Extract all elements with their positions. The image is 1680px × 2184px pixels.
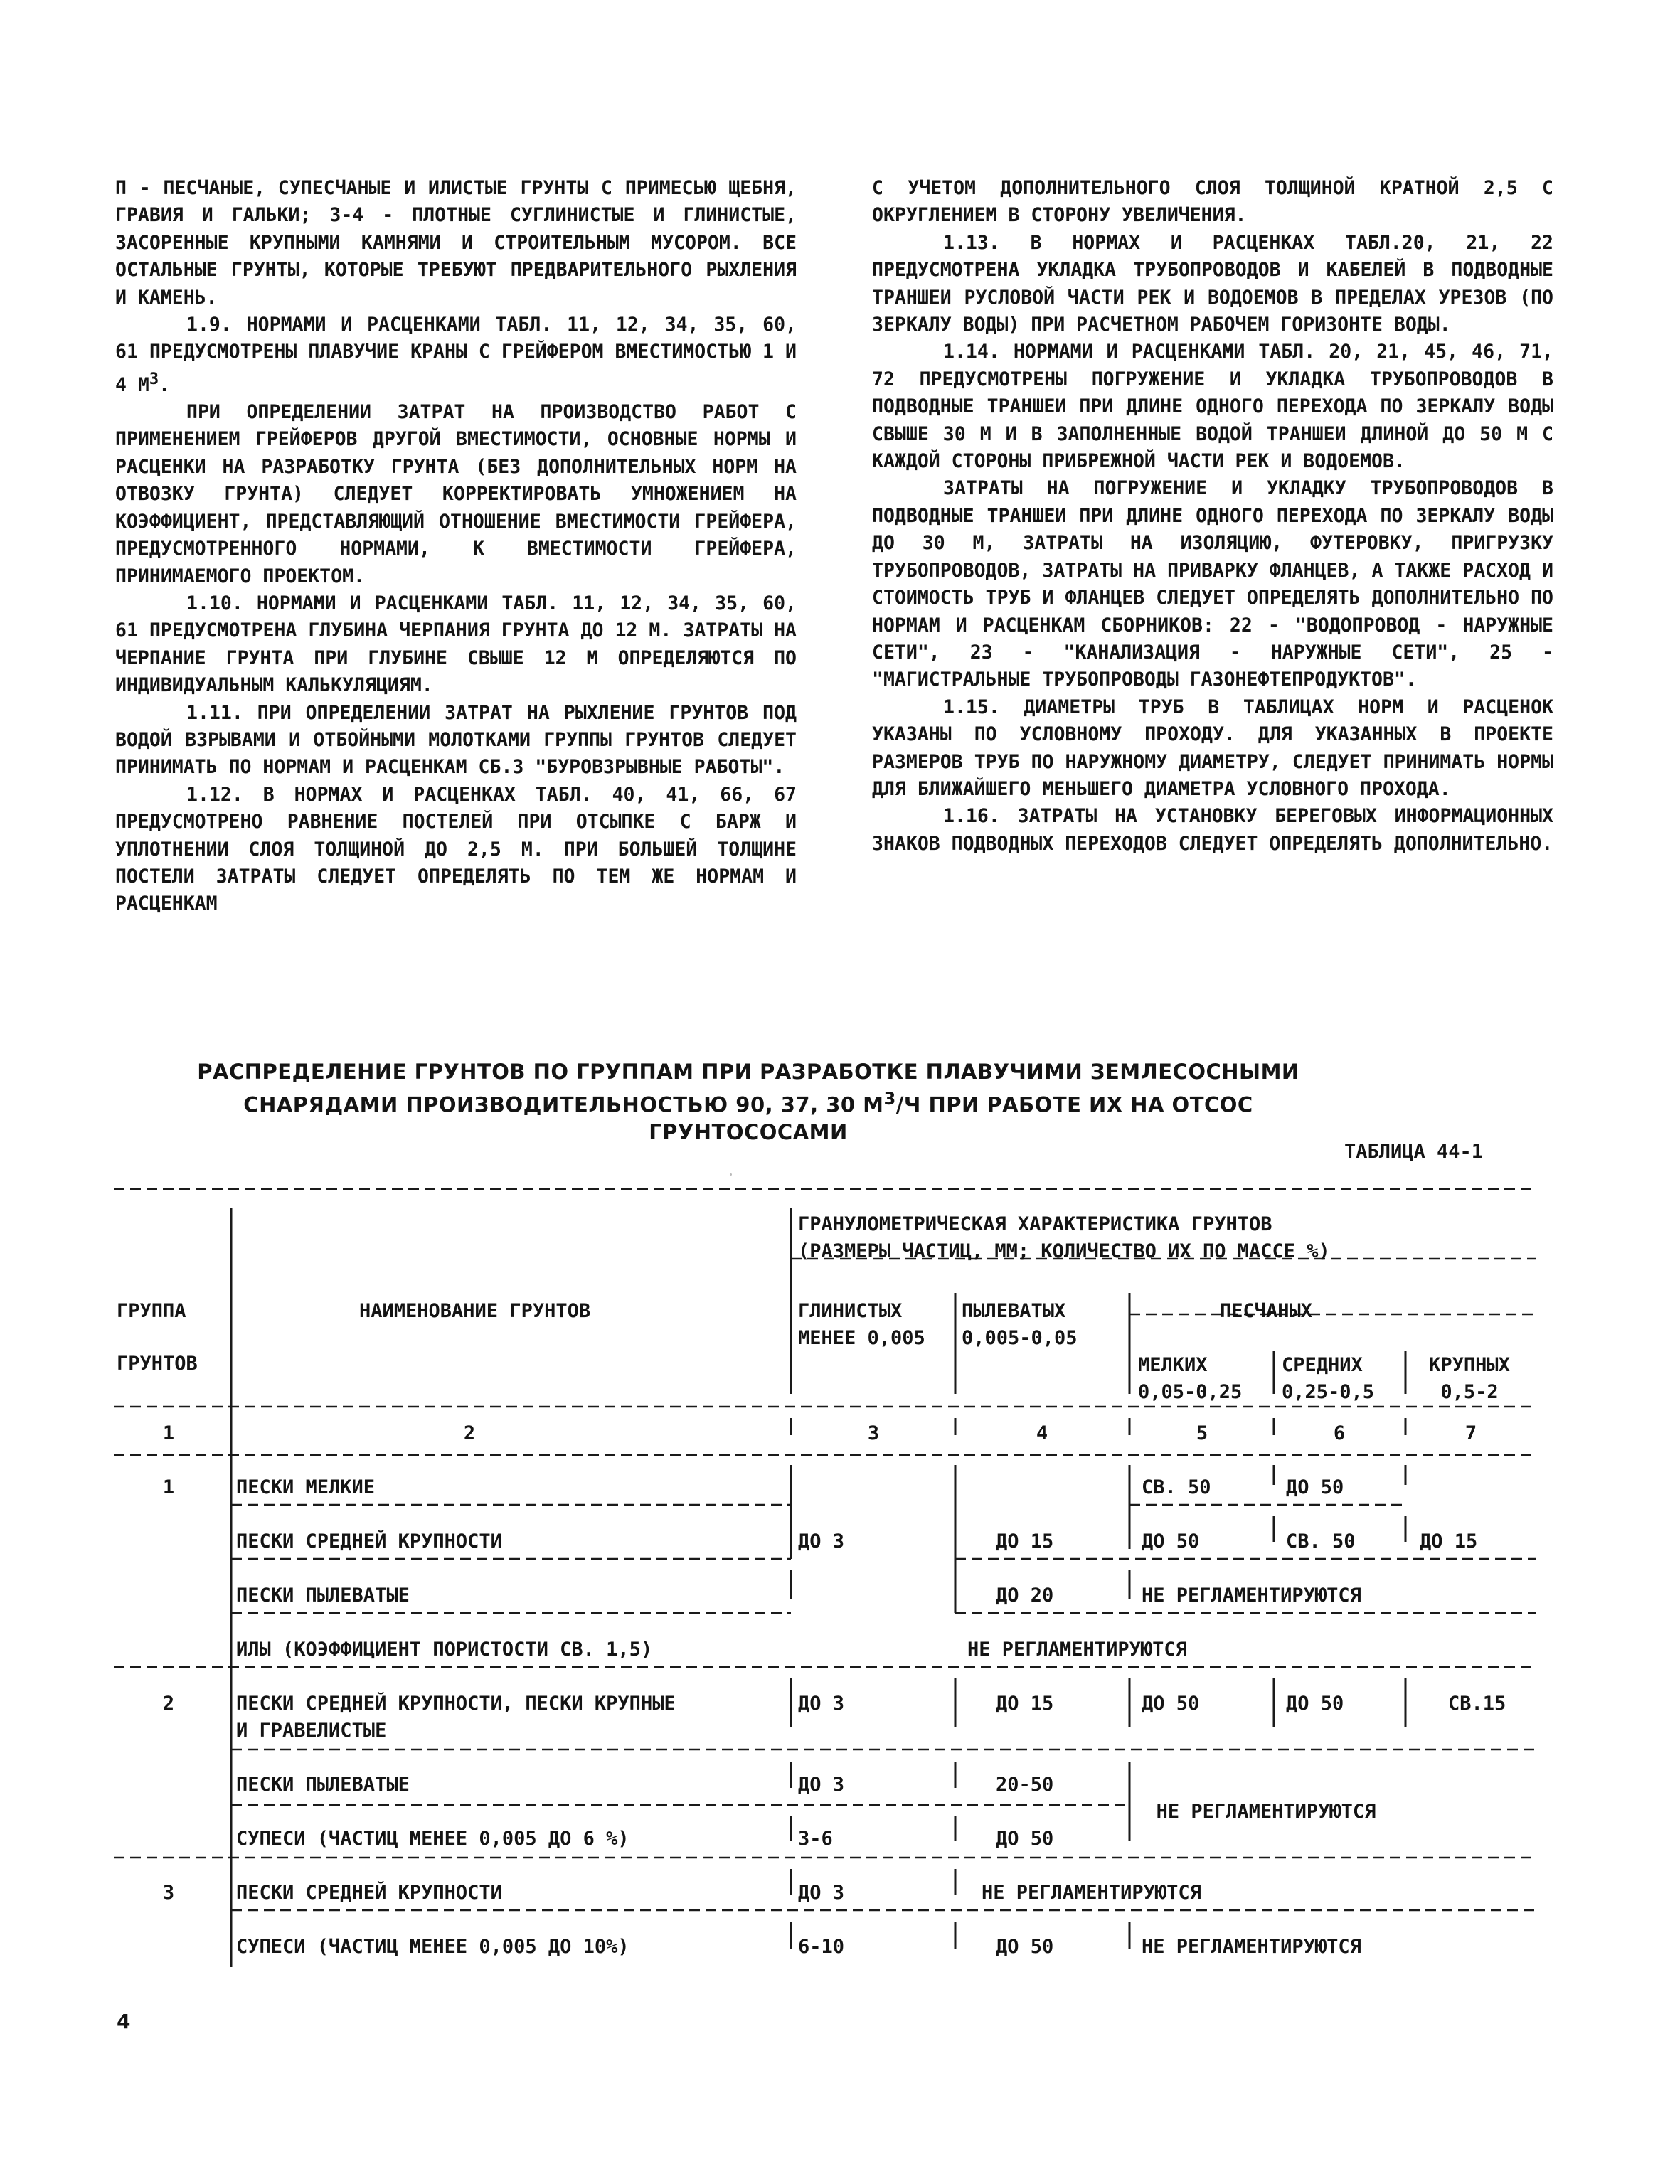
paragraph: ЗАТРАТЫ НА ПОГРУЖЕНИЕ И УКЛАДКУ ТРУБОПРОВОДОВ В ПОДВОДНЫЕ ТРАНШЕИ ПРИ ДЛИНЕ ОДНОГО ПЕРЕХОДА ПО ЗЕРКАЛУ ВОДЫ ДО 30 М, ЗАТРАТЫ НА ИЗОЛЯЦИЮ, ФУТЕРОВКУ, ПРИГРУЗКУ ТРУБОПРОВОДОВ, ЗАТРАТЫ НА ПРИВАРКУ ФЛАНЦЕВ, А ТАКЖЕ РАСХОД И СТОИМОСТЬ ТРУБ И ФЛАНЦЕВ СЛЕДУЕТ ОПРЕДЕЛЯТЬ ДОПОЛНИТЕЛЬНО ПО НОРМАМ И РАСЦЕНКАМ СБОРНИКОВ: 22 - "ВОДОПРОВОД - НАРУЖНЫЕ СЕТИ", 23 - "КАНАЛИЗАЦИЯ - НАРУЖНЫЕ СЕТИ", 25 - "МАГИСТРАЛЬНЫЕ ТРУБОПРОВОДЫ ГАЗОНЕФТЕПРОДУКТОВ". [872,477,1553,691]
cell-value: НЕ РЕГЛАМЕНТИРУЮТСЯ [967,1639,1187,1661]
right-column [872,175,1553,858]
cell-value: ДО 15 [996,1693,1054,1715]
cell-value: ДО 50 [1142,1530,1200,1552]
cell-value: ДО 50 [996,1936,1054,1958]
clause-number: 1.11. [186,701,243,724]
cell-value: ДО 50 [1286,1693,1344,1715]
column-number: 3 [867,1422,880,1444]
paragraph: П - ПЕСЧАНЫЕ, СУПЕСЧАНЫЕ И ИЛИСТЫЕ ГРУНТЫ С ПРИМЕСЬЮ ЩЕБНЯ, ГРАВИЯ И ГАЛЬКИ; 3-4 - ПЛОТНЫЕ СУГЛИНИСТЫЕ И ГЛИНИСТЫЕ, ЗАСОРЕННЫЕ КРУПНЫМИ КАМНЯМИ И СТРОИТЕЛЬНЫМ МУСОРОМ. ВСЕ ОСТАЛЬНЫЕ ГРУНТЫ, КОТОРЫЕ ТРЕБУЮТ ПРЕДВАРИТЕЛЬНОГО РЫХЛЕНИЯ И КАМЕНЬ. [115,177,797,309]
header-sandy: ПЕСЧАНЫХ [1219,1300,1313,1322]
clause-number: 1.10. [186,592,243,614]
cell-value: ДО 15 [996,1530,1054,1552]
group-number: 2 [162,1693,175,1715]
column-number: 2 [463,1422,476,1444]
clause-number: 1.13. [943,231,1000,254]
title-line: РАСПРЕДЕЛЕНИЕ ГРУНТОВ ПО ГРУППАМ ПРИ РАЗРАБОТКЕ ПЛАВУЧИМИ ЗЕМЛЕСОСНЫМИ [197,1060,1299,1084]
table-label: ТАБЛИЦА 44-1 [1344,1141,1484,1163]
paragraph [115,782,797,918]
superscript: 3 [883,1089,896,1109]
header-medium: СРЕДНИХ [1282,1354,1363,1376]
paragraph-text: НОРМАМИ И РАСЦЕНКАМИ ТАБЛ. 11, 12, 34, 35, 60, 61 ПРЕДУСМОТРЕНЫ ПЛАВУЧИЕ КРАНЫ С ГРЕЙФЕРОМ ВМЕСТИМОСТЬЮ 1 И 4 М [115,314,797,396]
cell-value: ДО 50 [1286,1476,1344,1498]
soil-groups-table [114,1186,1579,1983]
cell-value: 6-10 [798,1936,845,1958]
cell-value: НЕ РЕГЛАМЕНТИРУЮТСЯ [1142,1584,1361,1607]
cell-value: ДО 3 [798,1693,845,1715]
title-line-part: СНАРЯДАМИ ПРОИЗВОДИТЕЛЬНОСТЬЮ 90, 37, 30 М [243,1092,884,1117]
soil-name: И ГРАВЕЛИСТЫЕ [236,1720,387,1742]
header-medium: 0,25-0,5 [1282,1381,1375,1403]
column-number: 7 [1464,1422,1477,1444]
header-fine: МЕЛКИХ [1138,1354,1208,1376]
column-number: 4 [1036,1422,1048,1444]
cell-value: ДО 15 [1420,1530,1478,1552]
title-line: ГРУНТОСОСАМИ [649,1119,848,1144]
cell-value: ДО 50 [1142,1693,1200,1715]
table-title [186,1058,1310,1146]
cell-value: ДО 3 [798,1530,845,1552]
header-granulometric: ГРАНУЛОМЕТРИЧЕСКАЯ ХАРАКТЕРИСТИКА ГРУНТОВ [798,1213,1272,1235]
soil-name: ПЕСКИ ПЫЛЕВАТЫЕ [236,1774,410,1796]
title-line-part: /Ч ПРИ РАБОТЕ ИХ НА ОТСОС [895,1092,1253,1117]
cell-value: СВ. 50 [1286,1530,1356,1552]
paragraph-text: НОРМАМИ И РАСЦЕНКАМИ ТАБЛ. 11, 12, 34, 35, 60, 61 ПРЕДУСМОТРЕНА ГЛУБИНА ЧЕРПАНИЯ ГРУНТА ДО 12 М. ЗАТРАТЫ НА ЧЕРПАНИЕ ГРУНТА ПРИ ГЛУБИНЕ СВЫШЕ 12 М ОПРЕДЕЛЯЮТСЯ ПО ИНДИВИДУАЛЬНЫМ КАЛЬКУЛЯЦИЯМ. [115,592,797,697]
cell-value: 20-50 [996,1774,1054,1796]
soil-name: СУПЕСИ (ЧАСТИЦ МЕНЕЕ 0,005 ДО 10%) [236,1936,629,1958]
paragraph-text: В НОРМАХ И РАСЦЕНКАХ ТАБЛ.20, 21, 22 ПРЕДУСМОТРЕНА УКЛАДКА ТРУБОПРОВОДОВ И КАБЕЛЕЙ В ПОДВОДНЫЕ ТРАНШЕИ РУСЛОВОЙ ЧАСТИ РЕК И ВОДОЕМОВ В ПРЕДЕЛАХ УРЕЗОВ (ПО ЗЕРКАЛУ ВОДЫ) ПРИ РАСЧЕТНОМ РАБОЧЕМ ГОРИЗОНТЕ ВОДЫ. [872,231,1553,336]
column-number: 1 [162,1422,175,1444]
header-dust: ПЫЛЕВАТЫХ [962,1300,1066,1322]
soil-name: ПЕСКИ СРЕДНЕЙ КРУПНОСТИ [236,1882,502,1904]
soil-name: ИЛЫ (КОЭФФИЦИЕНТ ПОРИСТОСТИ СВ. 1,5) [236,1639,653,1661]
left-column [115,175,797,918]
paragraph-text: ЗАТРАТЫ НА УСТАНОВКУ БЕРЕГОВЫХ ИНФОРМАЦИОННЫХ ЗНАКОВ ПОДВОДНЫХ ПЕРЕХОДОВ СЛЕДУЕТ ОПРЕДЕЛЯТЬ ДОПОЛНИТЕЛЬНО. [872,805,1553,855]
cell-value: ДО 50 [996,1828,1054,1850]
paragraph [872,339,1553,475]
paragraph-text: ПРИ ОПРЕДЕЛЕНИИ ЗАТРАТ НА РЫХЛЕНИЕ ГРУНТОВ ПОД ВОДОЙ ВЗРЫВАМИ И ОТБОЙНЫМИ МОЛОТКАМИ ГРУППЫ ГРУНТОВ СЛЕДУЕТ ПРИНИМАТЬ ПО НОРМАМ И РАСЦЕНКАМ СБ.3 "БУРОВЗРЫВНЫЕ РАБОТЫ". [115,701,797,779]
paragraph [872,803,1553,858]
paragraph [872,694,1553,804]
soil-name: ПЕСКИ МЕЛКИЕ [236,1476,376,1498]
paragraph [872,230,1553,339]
cell-value: СВ. 50 [1142,1476,1211,1498]
cell-value: 3-6 [798,1828,833,1850]
header-group: ГРУНТОВ [117,1353,198,1375]
soil-name: СУПЕСИ (ЧАСТИЦ МЕНЕЕ 0,005 ДО 6 %) [236,1828,629,1850]
clause-number: 1.9. [186,314,232,336]
paragraph [115,700,797,782]
header-name: НАИМЕНОВАНИЕ ГРУНТОВ [359,1300,591,1322]
paragraph-end: . [159,373,171,396]
paragraph: ПРИ ОПРЕДЕЛЕНИИ ЗАТРАТ НА ПРОИЗВОДСТВО РАБОТ С ПРИМЕНЕНИЕМ ГРЕЙФЕРОВ ДРУГОЙ ВМЕСТИМОСТИ, ОСНОВНЫЕ НОРМЫ И РАСЦЕНКИ НА РАЗРАБОТКУ ГРУНТА (БЕЗ ДОПОЛНИТЕЛЬНЫХ НОРМ НА ОТВОЗКУ ГРУНТА) СЛЕДУЕТ КОРРЕКТИРОВАТЬ УМНОЖЕНИЕМ НА КОЭФФИЦИЕНТ, ПРЕДСТАВЛЯЮЩИЙ ОТНОШЕНИЕ ВМЕСТИМОСТИ ГРЕЙФЕРА, ПРЕДУСМОТРЕННОГО НОРМАМИ, К ВМЕСТИМОСТИ ГРЕЙФЕРА, ПРИНИМАЕМОГО ПРОЕКТОМ. [115,401,797,587]
scan-speck [730,1173,732,1176]
cell-value: СВ.15 [1448,1693,1506,1715]
column-number: 6 [1333,1422,1346,1444]
column-number: 5 [1196,1422,1208,1444]
clause-number: 1.12. [186,783,243,806]
group-number: 1 [162,1476,175,1498]
paragraph-text: В НОРМАХ И РАСЦЕНКАХ ТАБЛ. 40, 41, 66, 67 ПРЕДУСМОТРЕНО РАВНЕНИЕ ПОСТЕЛЕЙ ПРИ ОТСЫПКЕ С БАРЖ И УПЛОТНЕНИИ СЛОЯ ТОЛЩИНОЙ ДО 2,5 М. ПРИ БОЛЬШЕЙ ТОЛЩИНЕ ПОСТЕЛИ ЗАТРАТЫ СЛЕДУЕТ ОПРЕДЕЛЯТЬ ПО ТЕМ ЖЕ НОРМАМ И РАСЦЕНКАМ [115,783,797,915]
clause-number: 1.14. [943,341,1000,363]
paragraph-text: ДИАМЕТРЫ ТРУБ В ТАБЛИЦАХ НОРМ И РАСЦЕНОК УКАЗАНЫ ПО УСЛОВНОМУ ПРОХОДУ. ДЛЯ УКАЗАННЫХ В ПРОЕКТЕ РАЗМЕРОВ ТРУБ ПО НАРУЖНОМУ ДИАМЕТРУ, СЛЕДУЕТ ПРИНИМАТЬ НОРМЫ ДЛЯ БЛИЖАЙШЕГО МЕНЬШЕГО ДИАМЕТРА УСЛОВНОГО ПРОХОДА. [872,696,1553,800]
header-clay: ГЛИНИСТЫХ [798,1300,903,1322]
superscript: 3 [149,370,159,388]
soil-name: ПЕСКИ СРЕДНЕЙ КРУПНОСТИ, ПЕСКИ КРУПНЫЕ [236,1693,676,1715]
cell-value: НЕ РЕГЛАМЕНТИРУЮТСЯ [1156,1801,1376,1823]
clause-number: 1.15. [943,696,1000,718]
header-dust: 0,005-0,05 [962,1327,1078,1349]
page-number: 4 [117,2010,131,2033]
header-coarse: 0,5-2 [1440,1381,1499,1403]
paragraph-text: НОРМАМИ И РАСЦЕНКАМИ ТАБЛ. 20, 21, 45, 46, 71, 72 ПРЕДУСМОТРЕНЫ ПОГРУЖЕНИЕ И УКЛАДКА ТРУБОПРОВОДОВ В ПОДВОДНЫЕ ТРАНШЕИ ПРИ ДЛИНЕ ОДНОГО ПЕРЕХОДА ПО ЗЕРКАЛУ ВОДЫ СВЫШЕ 30 М И В ЗАПОЛНЕННЫЕ ВОДОЙ ТРАНШЕИ ДЛИНОЙ ДО 50 М С КАЖДОЙ СТОРОНЫ ПРИБРЕЖНОЙ ЧАСТИ РЕК И ВОДОЕМОВ. [872,341,1553,473]
paragraph [115,590,797,700]
paragraph: С УЧЕТОМ ДОПОЛНИТЕЛЬНОГО СЛОЯ ТОЛЩИНОЙ КРАТНОЙ 2,5 С ОКРУГЛЕНИЕМ В СТОРОНУ УВЕЛИЧЕНИЯ. [872,177,1553,227]
paragraph [115,311,797,399]
title-line [186,1085,1310,1119]
header-coarse: КРУПНЫХ [1429,1354,1510,1376]
header-fine: 0,05-0,25 [1138,1381,1243,1403]
soil-name: ПЕСКИ ПЫЛЕВАТЫЕ [236,1584,410,1607]
cell-value: НЕ РЕГЛАМЕНТИРУЮТСЯ [982,1882,1201,1904]
header-group: ГРУППА [117,1300,186,1322]
cell-value: ДО 3 [798,1882,845,1904]
clause-number: 1.16. [943,805,1000,828]
soil-name: ПЕСКИ СРЕДНЕЙ КРУПНОСТИ [236,1530,502,1552]
cell-value: НЕ РЕГЛАМЕНТИРУЮТСЯ [1142,1936,1361,1958]
header-clay: МЕНЕЕ 0,005 [798,1327,925,1349]
cell-value: ДО 20 [996,1584,1054,1607]
group-number: 3 [162,1882,175,1904]
header-granulometric: (РАЗМЕРЫ ЧАСТИЦ, ММ; КОЛИЧЕСТВО ИХ ПО МАССЕ %) [798,1240,1330,1262]
cell-value: ДО 3 [798,1774,845,1796]
